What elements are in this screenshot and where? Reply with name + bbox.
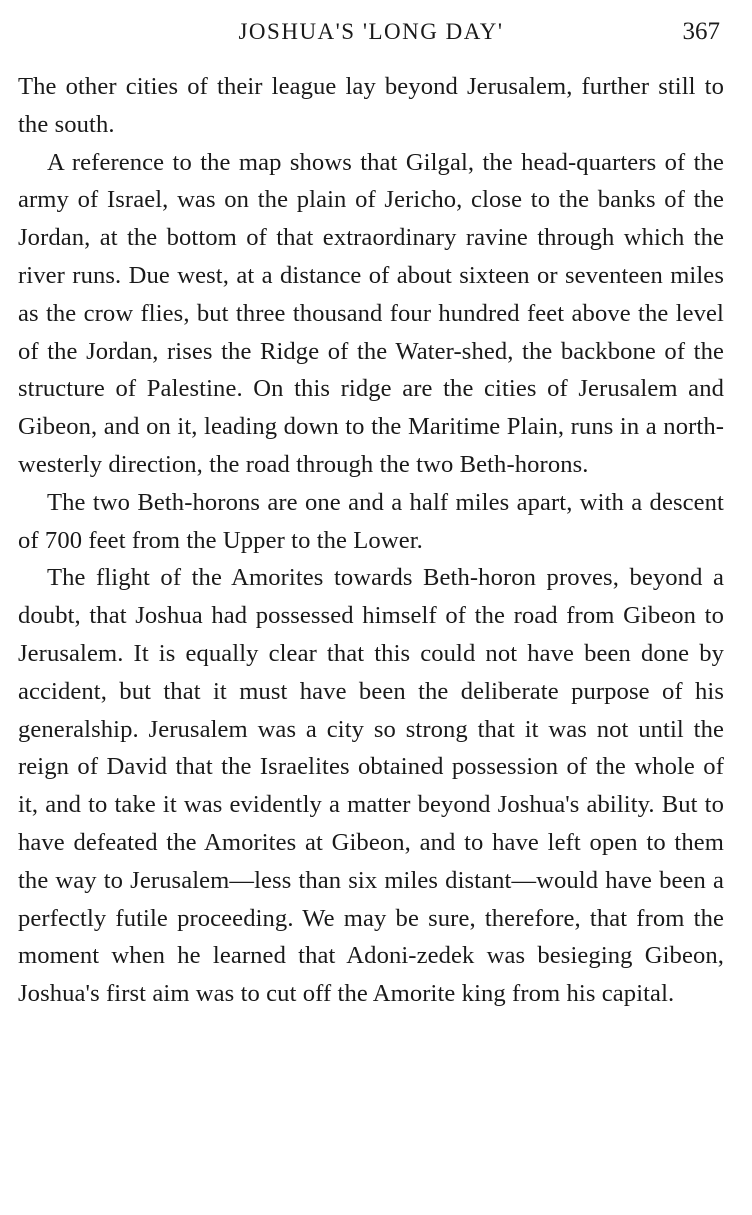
running-title: JOSHUA'S 'LONG DAY' [238, 19, 504, 44]
paragraph-beth-horons: The two Beth-horons are one and a half miles apart, with a descent of 700 feet from the Upper to the Lower. [18, 488, 724, 554]
paragraph-map-reference: A reference to the map shows that Gilgal, the head-quarters of the army of Israel, was on the plain of Jericho, close to the banks of the Jordan, at the bottom of that extraordinary ravine through which the river runs. Due west, at a distance of about sixteen or seventeen miles as the crow flies, but three thousand four hundred feet above the level of the Jordan, rises the Ridge of the Water-shed, the backbone of the structure of Palestine. On this ridge are the cities of Jerusalem and Gibeon, and on it, leading down to the Maritime Plain, runs in a north-westerly direction, the road through the two Beth-horons. [18, 148, 724, 478]
page-number: 367 [682, 18, 720, 45]
paragraph-continuation: The other cities of their league lay beyond Jerusalem, further still to the south. [18, 73, 724, 138]
paragraph-amorite-flight: The flight of the Amorites towards Beth-horon proves, beyond a doubt, that Joshua had possessed himself of the road from Gibeon to Jerusalem. It is equally clear that this could not have been done by accident, but that it must have been the deliberate purpose of his generalship. Jerusalem was a city so strong that it was not until the reign of David that the Israelites obtained possession of the whole of it, and to take it was evidently a matter beyond Joshua's ability. But to have defeated the Amorites at Gibeon, and to have left open to them the way to Jerusalem—less than six miles distant—would have been a perfectly futile proceeding. We may be sure, therefore, that from the moment when he learned that Adoni-zedek was besieging Gibeon, Joshua's first aim was to cut off the Amorite king from his capital. [18, 564, 724, 1008]
body-text [18, 68, 724, 1013]
running-head [18, 14, 724, 50]
